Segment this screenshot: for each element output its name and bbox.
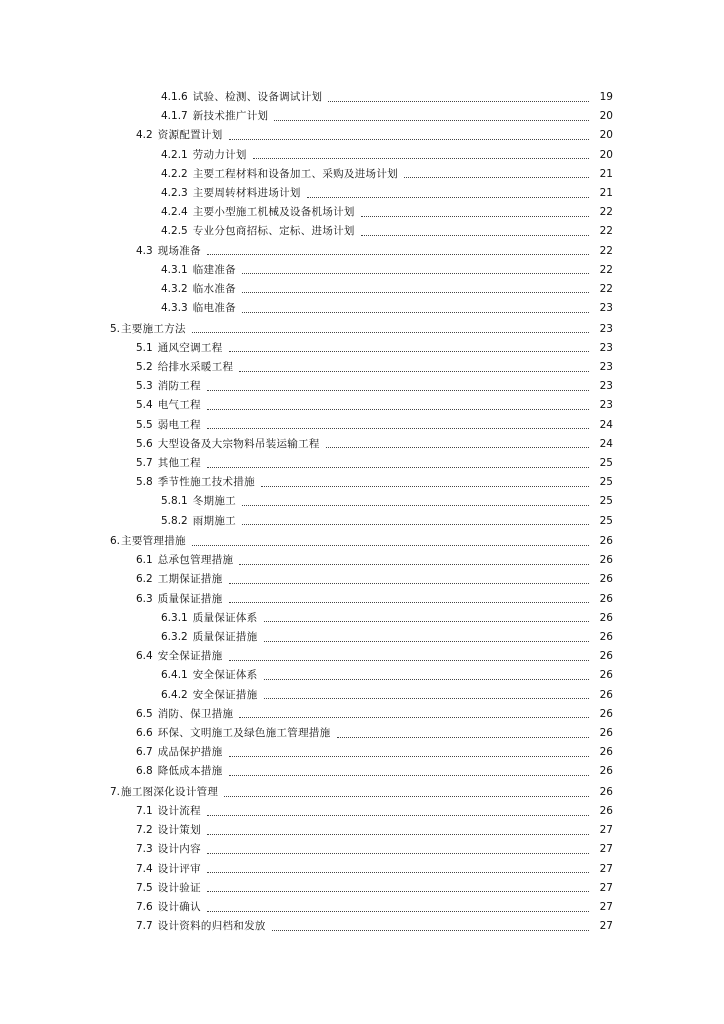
toc-entry-page-number: 25 (599, 476, 613, 489)
toc-entry-page-number: 22 (599, 244, 613, 257)
dot-leader (242, 523, 589, 525)
toc-entry-title: 工期保证措施 (157, 573, 223, 586)
toc-entry-number: 7.2 (136, 824, 153, 837)
toc-entry-title: 临水准备 (192, 282, 236, 295)
toc-entry[interactable] (0, 146, 724, 165)
toc-entry-number: 4.3.3 (161, 302, 188, 315)
toc-entry-page-number: 26 (599, 726, 613, 739)
toc-entry-title: 设计策划 (157, 824, 201, 837)
toc-entry-page-number: 27 (599, 843, 613, 856)
toc-entry-page-number: 26 (599, 688, 613, 701)
toc-entry-number: 7.4 (136, 862, 153, 875)
toc-entry-title: 其他工程 (157, 456, 201, 469)
dot-leader (207, 890, 589, 892)
toc-entry[interactable] (0, 165, 724, 184)
toc-entry-title: 设计评审 (157, 862, 201, 875)
toc-entry-title: 通风空调工程 (157, 341, 223, 354)
toc-entry-title: 设计确认 (157, 901, 201, 914)
dot-leader (192, 331, 589, 333)
toc-entry-page-number: 26 (599, 746, 613, 759)
toc-entry[interactable] (0, 242, 724, 261)
toc-entry-page-number: 26 (599, 785, 613, 798)
dot-leader (242, 291, 589, 293)
toc-entry-number: 4.2.1 (161, 148, 188, 161)
dot-leader (207, 910, 589, 912)
toc-entry[interactable] (0, 126, 724, 145)
toc-entry-title: 主要小型施工机械及设备机场计划 (192, 206, 355, 219)
toc-entry[interactable] (0, 377, 724, 396)
toc-entry[interactable] (0, 860, 724, 879)
dot-leader (207, 871, 589, 873)
toc-entry[interactable] (0, 416, 724, 435)
toc-entry-page-number: 20 (599, 110, 613, 123)
toc-entry-number: 6.5 (136, 707, 153, 720)
toc-entry-page-number: 26 (599, 611, 613, 624)
dot-leader (229, 138, 589, 140)
toc-entry-number: 6.8 (136, 765, 153, 778)
toc-entry-title: 安全保证措施 (192, 688, 258, 701)
dot-leader (229, 582, 589, 584)
toc-entry-page-number: 26 (599, 535, 613, 548)
dot-leader (224, 795, 589, 797)
toc-entry-number: 6.3.1 (161, 611, 188, 624)
toc-entry[interactable] (0, 551, 724, 570)
toc-entry[interactable] (0, 724, 724, 743)
toc-entry-page-number: 22 (599, 225, 613, 238)
toc-entry-title: 消防、保卫措施 (157, 707, 234, 720)
toc-entry[interactable] (0, 686, 724, 705)
dot-leader (404, 176, 589, 178)
toc-entry[interactable] (0, 666, 724, 685)
toc-entry-title: 电气工程 (157, 399, 201, 412)
toc-entry-page-number: 26 (599, 707, 613, 720)
toc-entry-number: 7.1 (136, 805, 153, 818)
toc-entry-title: 现场准备 (157, 244, 201, 257)
toc-entry-number: 7.7 (136, 920, 153, 933)
dot-leader (326, 446, 589, 448)
toc-entry-title: 临建准备 (192, 263, 236, 276)
toc-entry-title: 质量保证体系 (192, 611, 258, 624)
toc-entry-number: 7.5 (136, 881, 153, 894)
toc-entry[interactable] (0, 570, 724, 589)
toc-entry-number: 5. (110, 322, 121, 335)
toc-entry-page-number: 21 (599, 167, 613, 180)
toc-entry-title: 成品保护措施 (157, 746, 223, 759)
toc-entry-title: 质量保证措施 (157, 592, 223, 605)
toc-entry-page-number: 26 (599, 650, 613, 663)
toc-entry-number: 6.4.2 (161, 688, 188, 701)
dot-leader (253, 157, 589, 159)
dot-leader (264, 678, 589, 680)
toc-entry-page-number: 23 (599, 322, 613, 335)
dot-leader (207, 389, 589, 391)
toc-entry-number: 6.4.1 (161, 669, 188, 682)
dot-leader (242, 504, 589, 506)
toc-entry-title: 施工图深化设计管理 (121, 785, 219, 798)
dot-leader (264, 640, 589, 642)
dot-leader (192, 544, 589, 546)
toc-entry-number: 4.2.3 (161, 186, 188, 199)
dot-leader (264, 697, 589, 699)
toc-entry[interactable] (0, 339, 724, 358)
toc-entry-page-number: 19 (599, 91, 613, 103)
dot-leader (229, 774, 589, 776)
toc-entry-number: 5.4 (136, 399, 153, 412)
toc-entry-number: 5.2 (136, 361, 153, 374)
toc-entry-title: 降低成本措施 (157, 765, 223, 778)
toc-entry-page-number: 27 (599, 862, 613, 875)
toc-entry-number: 6. (110, 535, 121, 548)
toc-entry-title: 弱电工程 (157, 418, 201, 431)
dot-leader (274, 119, 589, 121)
table-of-contents (0, 88, 724, 936)
toc-entry[interactable] (0, 107, 724, 126)
toc-entry-page-number: 27 (599, 920, 613, 933)
toc-entry-number: 5.1 (136, 341, 153, 354)
toc-entry-page-number: 23 (599, 361, 613, 374)
toc-entry[interactable] (0, 590, 724, 609)
toc-entry[interactable] (0, 261, 724, 280)
dot-leader (229, 350, 589, 352)
toc-entry-number: 5.5 (136, 418, 153, 431)
toc-entry-number: 6.7 (136, 746, 153, 759)
toc-entry-number: 4.2.5 (161, 225, 188, 238)
toc-entry-number: 7.6 (136, 901, 153, 914)
toc-entry-title: 大型设备及大宗物料吊装运输工程 (157, 437, 320, 450)
toc-entry[interactable] (0, 88, 724, 107)
toc-entry-title: 临电准备 (192, 302, 236, 315)
toc-entry-page-number: 26 (599, 554, 613, 567)
toc-entry-page-number: 23 (599, 399, 613, 412)
dot-leader (361, 234, 589, 236)
toc-entry[interactable] (0, 358, 724, 377)
toc-entry-number: 6.3 (136, 592, 153, 605)
toc-entry[interactable] (0, 628, 724, 647)
toc-entry[interactable] (0, 532, 724, 551)
toc-entry[interactable] (0, 783, 724, 802)
toc-entry[interactable] (0, 435, 724, 454)
toc-entry-page-number: 26 (599, 669, 613, 682)
toc-entry-title: 设计内容 (157, 843, 201, 856)
toc-entry-title: 总承包管理措施 (157, 554, 234, 567)
toc-entry-number: 6.6 (136, 726, 153, 739)
toc-entry-number: 4.1.7 (161, 110, 188, 123)
toc-entry-page-number: 24 (599, 437, 613, 450)
toc-entry-number: 7.3 (136, 843, 153, 856)
dot-leader (261, 485, 589, 487)
toc-entry-page-number: 26 (599, 631, 613, 644)
dot-leader (328, 100, 589, 102)
toc-entry-title: 环保、文明施工及绿色施工管理措施 (157, 726, 331, 739)
toc-entry[interactable] (0, 492, 724, 511)
toc-entry[interactable] (0, 802, 724, 821)
dot-leader (264, 620, 589, 622)
toc-entry[interactable] (0, 473, 724, 492)
toc-entry-number: 6.3.2 (161, 631, 188, 644)
dot-leader (239, 716, 589, 718)
toc-entry[interactable] (0, 203, 724, 222)
toc-entry-title: 安全保证措施 (157, 650, 223, 663)
toc-entry-title: 主要工程材料和设备加工、采购及进场计划 (192, 167, 398, 180)
dot-leader (207, 814, 589, 816)
toc-entry-page-number: 26 (599, 805, 613, 818)
toc-entry-title: 消防工程 (157, 380, 201, 393)
dot-leader (207, 852, 589, 854)
toc-entry-title: 冬期施工 (192, 495, 236, 508)
toc-entry-page-number: 20 (599, 148, 613, 161)
toc-entry-number: 4.3.1 (161, 263, 188, 276)
toc-entry-number: 5.8.2 (161, 514, 188, 527)
toc-entry[interactable] (0, 647, 724, 666)
dot-leader (239, 370, 589, 372)
toc-entry[interactable] (0, 821, 724, 840)
toc-entry-number: 5.8 (136, 476, 153, 489)
toc-entry-number: 6.2 (136, 573, 153, 586)
toc-entry[interactable] (0, 396, 724, 415)
toc-entry-title: 雨期施工 (192, 514, 236, 527)
toc-entry-page-number: 23 (599, 341, 613, 354)
toc-entry[interactable] (0, 705, 724, 724)
toc-entry-number: 4.2.4 (161, 206, 188, 219)
toc-entry-page-number: 25 (599, 456, 613, 469)
toc-entry-number: 6.1 (136, 554, 153, 567)
toc-entry-title: 给排水采暖工程 (157, 361, 234, 374)
toc-entry-title: 设计流程 (157, 805, 201, 818)
toc-entry[interactable] (0, 840, 724, 859)
toc-entry-title: 主要周转材料进场计划 (192, 186, 301, 199)
dot-leader (272, 929, 589, 931)
toc-entry-title: 新技术推广计划 (192, 110, 269, 123)
toc-entry-number: 6.4 (136, 650, 153, 663)
toc-entry-number: 7. (110, 785, 121, 798)
toc-entry-title: 季节性施工技术措施 (157, 476, 255, 489)
toc-entry-number: 5.3 (136, 380, 153, 393)
dot-leader (207, 466, 589, 468)
toc-entry[interactable] (0, 743, 724, 762)
toc-entry-title: 专业分包商招标、定标、进场计划 (192, 225, 355, 238)
toc-entry-page-number: 24 (599, 418, 613, 431)
toc-entry[interactable] (0, 879, 724, 898)
toc-entry-number: 4.2 (136, 129, 153, 142)
toc-entry-number: 4.1.6 (161, 91, 188, 103)
toc-entry[interactable] (0, 512, 724, 531)
dot-leader (229, 755, 589, 757)
toc-entry-title: 设计资料的归档和发放 (157, 920, 266, 933)
toc-entry-number: 4.3 (136, 244, 153, 257)
toc-entry-page-number: 26 (599, 573, 613, 586)
toc-entry-title: 资源配置计划 (157, 129, 223, 142)
toc-entry[interactable] (0, 299, 724, 318)
toc-entry[interactable] (0, 280, 724, 299)
dot-leader (307, 196, 589, 198)
toc-entry-title: 主要施工方法 (121, 322, 186, 335)
toc-entry-title: 安全保证体系 (192, 669, 258, 682)
toc-entry-title: 试验、检测、设备调试计划 (192, 91, 323, 103)
toc-entry-number: 5.8.1 (161, 495, 188, 508)
toc-entry-page-number: 22 (599, 282, 613, 295)
toc-entry[interactable] (0, 898, 724, 917)
toc-entry-page-number: 20 (599, 129, 613, 142)
toc-entry-page-number: 23 (599, 380, 613, 393)
toc-entry[interactable] (0, 454, 724, 473)
toc-entry[interactable] (0, 762, 724, 781)
toc-entry-page-number: 22 (599, 206, 613, 219)
toc-entry-title: 质量保证措施 (192, 631, 258, 644)
toc-entry[interactable] (0, 917, 724, 936)
toc-entry[interactable] (0, 184, 724, 203)
dot-leader (242, 272, 589, 274)
toc-entry-page-number: 25 (599, 514, 613, 527)
dot-leader (229, 601, 589, 603)
dot-leader (207, 833, 589, 835)
dot-leader (229, 659, 589, 661)
dot-leader (361, 215, 589, 217)
toc-entry-number: 5.7 (136, 456, 153, 469)
dot-leader (207, 408, 589, 410)
toc-entry-page-number: 27 (599, 901, 613, 914)
dot-leader (337, 736, 589, 738)
dot-leader (242, 311, 589, 313)
dot-leader (239, 563, 589, 565)
toc-entry-title: 劳动力计划 (192, 148, 247, 161)
toc-entry-title: 设计验证 (157, 881, 201, 894)
toc-entry[interactable] (0, 222, 724, 241)
dot-leader (207, 253, 589, 255)
toc-entry-number: 5.6 (136, 437, 153, 450)
toc-entry-number: 4.3.2 (161, 282, 188, 295)
dot-leader (207, 427, 589, 429)
toc-entry[interactable] (0, 320, 724, 339)
toc-entry-page-number: 23 (599, 302, 613, 315)
toc-entry-number: 4.2.2 (161, 167, 188, 180)
toc-entry-page-number: 26 (599, 592, 613, 605)
toc-entry-title: 主要管理措施 (121, 535, 186, 548)
toc-entry-page-number: 26 (599, 765, 613, 778)
toc-entry[interactable] (0, 609, 724, 628)
toc-entry-page-number: 21 (599, 186, 613, 199)
toc-entry-page-number: 22 (599, 263, 613, 276)
toc-entry-page-number: 25 (599, 495, 613, 508)
toc-entry-page-number: 27 (599, 824, 613, 837)
toc-entry-page-number: 27 (599, 881, 613, 894)
